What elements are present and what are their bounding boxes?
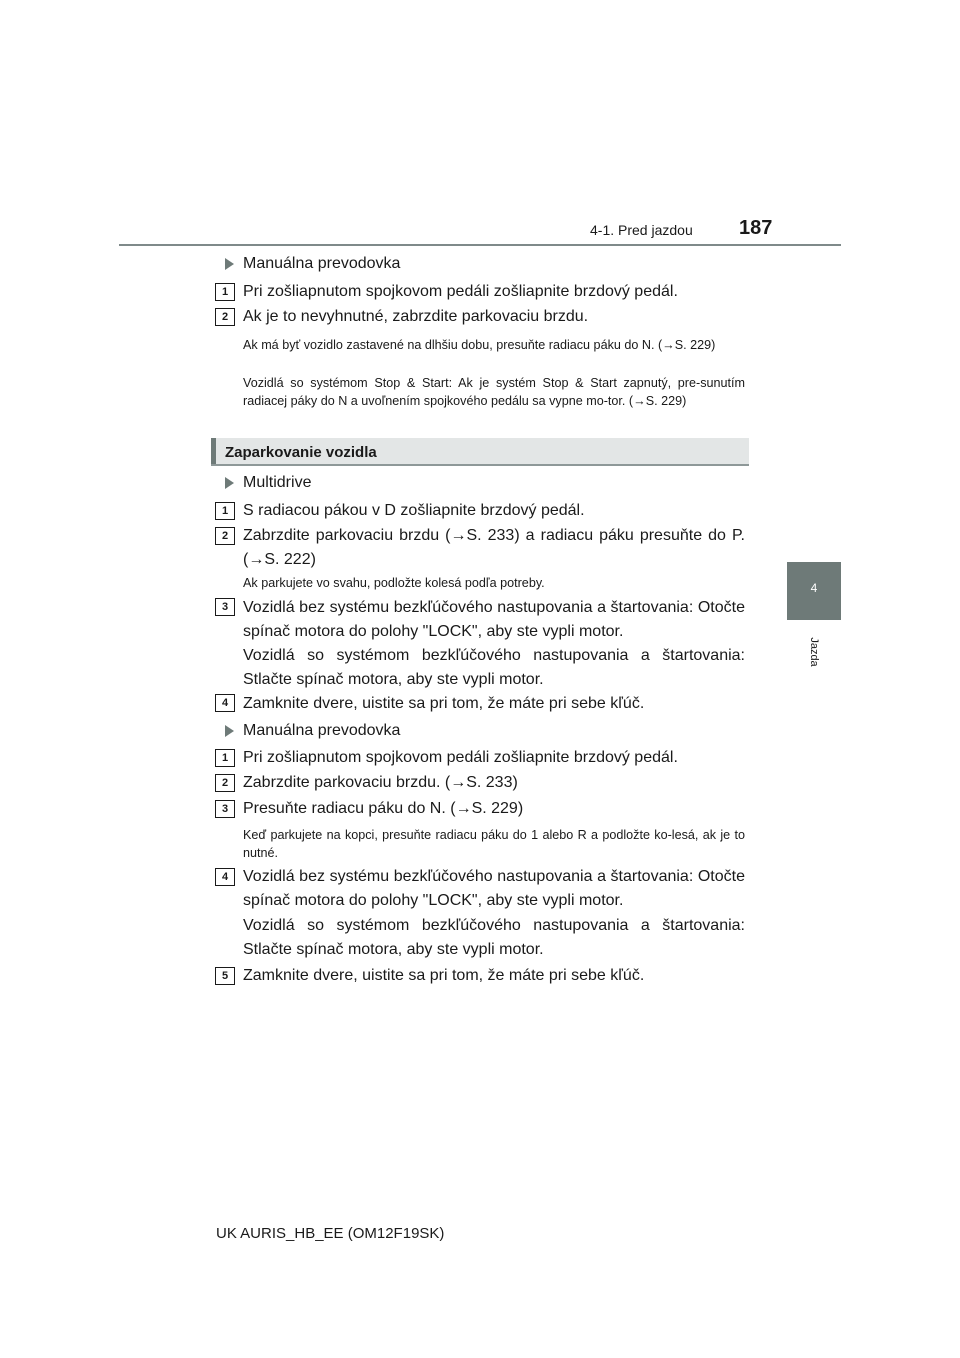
step-number-box: 1 (215, 502, 235, 520)
note-text: Vozidlá so systémom Stop & Start: Ak je systém Stop & Start zapnutý, pre-sunutím radiacej páky do N a uvoľnením spojkového pedálu sa vypne mo-tor. (→S. 229) (243, 376, 745, 408)
step-number-box: 4 (215, 868, 235, 886)
step-number-box: 2 (215, 527, 235, 545)
note-text: Ak má byť vozidlo zastavené na dlhšiu dobu, presuňte radiacu páku do N. (→S. 229) (243, 338, 716, 352)
chapter-tab-number: 4 (810, 581, 818, 595)
bullet-triangle-icon (225, 725, 234, 737)
step-text: Zamknite dvere, uistite sa pri tom, že máte pri sebe kľúč. (243, 695, 645, 712)
step-text: Vozidlá bez systému bezkľúčového nastupovania a štartovania: Otočte spínač motora do polohy "LOCK", aby ste vypli motor. (243, 868, 745, 909)
section-accent (211, 438, 216, 466)
subheading-manual-stop: Manuálna prevodovka (243, 255, 401, 272)
section-header-bar (211, 438, 749, 466)
step-text: Vozidlá bez systému bezkľúčového nastupovania a štartovania: Otočte spínač motora do polohy "LOCK", aby ste vypli motor. (243, 599, 745, 640)
step-text: S radiacou pákou v D zošliapnite brzdový pedál. (243, 502, 585, 519)
step-text: Zabrzdite parkovaciu brzdu (→S. 233) a radiacu páku presuňte do P. (→S. 222) (243, 527, 745, 568)
step-text: Zamknite dvere, uistite sa pri tom, že máte pri sebe kľúč. (243, 967, 645, 984)
header-section-title: 4-1. Pred jazdou (590, 222, 693, 238)
step-number-box: 3 (215, 598, 235, 616)
step-text: Pri zošliapnutom spojkovom pedáli zošliapnite brzdový pedál. (243, 283, 678, 300)
step-number-box: 3 (215, 800, 235, 818)
chapter-tab-label: Jazda (808, 637, 820, 667)
step-text: Vozidlá so systémom bezkľúčového nastupovania a štartovania: Stlačte spínač motora, aby ste vypli motor. (243, 917, 745, 958)
step-number-box: 4 (215, 694, 235, 712)
step-text: Pri zošliapnutom spojkovom pedáli zošliapnite brzdový pedál. (243, 749, 678, 766)
chapter-tab (787, 562, 841, 620)
section-title: Zaparkovanie vozidla (225, 444, 377, 461)
note-text: Ak parkujete vo svahu, podložte kolesá podľa potreby. (243, 576, 545, 590)
step-number-box: 1 (215, 749, 235, 767)
step-number-box: 2 (215, 774, 235, 792)
bullet-triangle-icon (225, 258, 234, 270)
step-text: Presuňte radiacu páku do N. (→S. 229) (243, 800, 524, 817)
step-text: Vozidlá so systémom bezkľúčového nastupovania a štartovania: Stlačte spínač motora, aby ste vypli motor. (243, 647, 745, 688)
header-divider (119, 244, 841, 246)
step-number-box: 2 (215, 308, 235, 326)
section-underline (211, 464, 749, 466)
step-text: Ak je to nevyhnutné, zabrzdite parkovaciu brzdu. (243, 308, 589, 325)
step-number-box: 1 (215, 283, 235, 301)
step-number-box: 5 (215, 967, 235, 985)
bullet-triangle-icon (225, 477, 234, 489)
subheading-multidrive: Multidrive (243, 474, 312, 491)
subheading-manual-park: Manuálna prevodovka (243, 722, 401, 739)
footer-model-code: UK AURIS_HB_EE (OM12F19SK) (216, 1225, 445, 1242)
page-number: 187 (739, 217, 773, 239)
step-text: Zabrzdite parkovaciu brzdu. (→S. 233) (243, 774, 518, 791)
note-text: Keď parkujete na kopci, presuňte radiacu páku do 1 alebo R a podložte ko-lesá, ak je to nutné. (243, 828, 745, 860)
